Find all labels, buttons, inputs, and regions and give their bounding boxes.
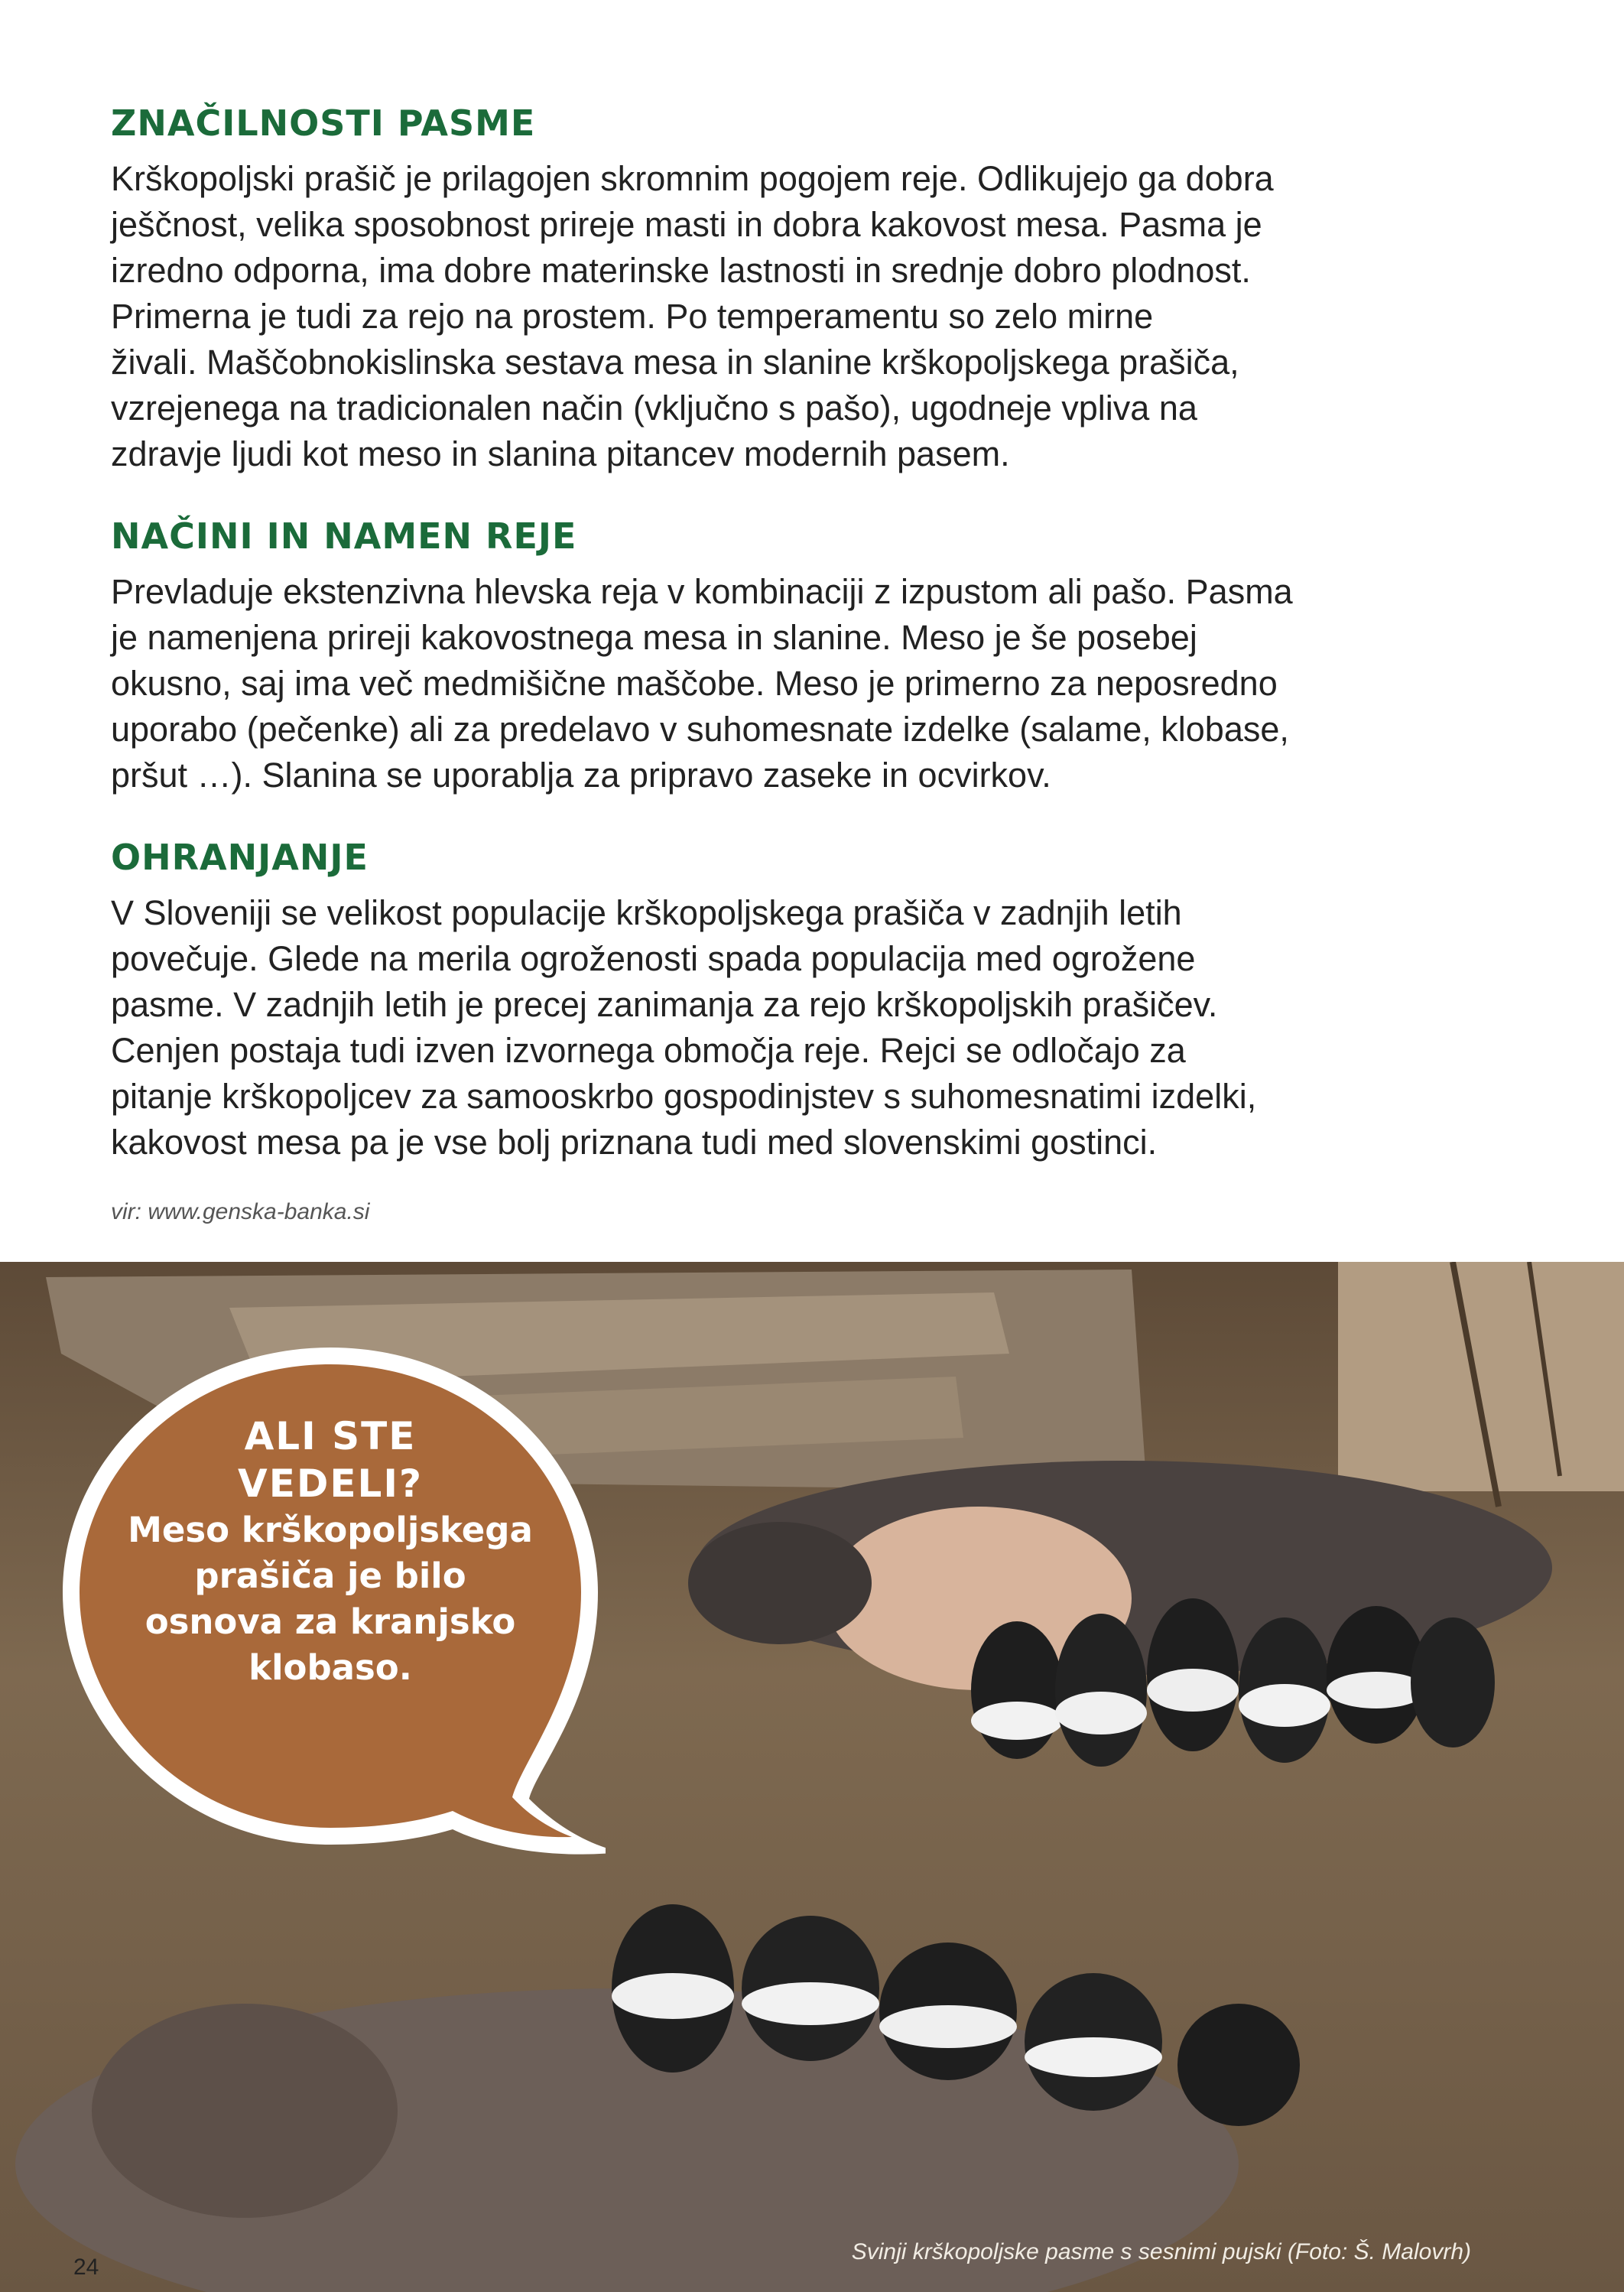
paragraph-line: V Sloveniji se velikost populacije krškopoljskega prašiča v zadnjih letih [111,893,1182,932]
section-heading: ZNAČILNOSTI PASME [111,102,536,144]
bubble-body-line: osnova za kranjsko [145,1601,516,1642]
did-you-know-bubble [55,1340,606,1864]
paragraph-line: ješčnost, velika sposobnost prireje masti in dobra kakovost mesa. Pasma je [111,205,1262,244]
paragraph-line: okusno, saj ima več medmišične maščobe. Meso je primerno za neposredno [111,664,1278,703]
paragraph-line: pasme. V zadnjih letih je precej zanimanja za rejo krškopoljskih prašičev. [111,985,1218,1024]
bubble-body-line: Meso krškopoljskega [128,1510,533,1550]
section-heading: OHRANJANJE [111,837,369,878]
photo-caption: Svinji krškopoljske pasme s sesnimi pujski (Foto: Š. Malovrh) [851,2239,1471,2264]
paragraph-line: izredno odporna, ima dobre materinske lastnosti in srednje dobro plodnost. [111,251,1251,290]
page-number: 24 [73,2255,99,2280]
paragraph-line: povečuje. Glede na merila ogroženosti spada populacija med ogrožene [111,939,1196,978]
paragraph-line: Prevladuje ekstenzivna hlevska reja v kombinaciji z izpustom ali pašo. Pasma [111,572,1293,611]
paragraph-line: pršut …). Slanina se uporablja za pripravo zaseke in ocvirkov. [111,756,1051,795]
paragraph-line: Primerna je tudi za rejo na prostem. Po temperamentu so zelo mirne [111,297,1154,336]
paragraph-line: uporabo (pečenke) ali za predelavo v suhomesnate izdelke (salame, klobase, [111,710,1289,749]
paragraph-line: pitanje krškopoljcev za samooskrbo gospodinjstev s suhomesnatimi izdelki, [111,1077,1257,1116]
source-credit: vir: www.genska-banka.si [111,1199,370,1224]
paragraph-line: je namenjena prireji kakovostnega mesa in slanine. Meso je še posebej [111,618,1197,657]
bubble-text [80,1413,581,1691]
bubble-title-line: VEDELI? [238,1461,423,1506]
section-paragraph [111,569,1479,798]
section-conservation [111,834,1479,1166]
bubble-body-line: klobaso. [248,1647,412,1688]
section-paragraph [111,156,1479,477]
paragraph-line: zdravje ljudi kot meso in slanina pitancev modernih pasem. [111,434,1010,473]
paragraph-line: vzrejenega na tradicionalen način (vključno s pašo), ugodneje vpliva na [111,389,1197,428]
paragraph-line: Cenjen postaja tudi izven izvornega območja reje. Rejci se odločajo za [111,1031,1186,1070]
paragraph-line: Krškopoljski prašič je prilagojen skromnim pogojem reje. Odlikujejo ga dobra [111,159,1274,198]
paragraph-line: kakovost mesa pa je vse bolj priznana tudi med slovenskimi gostinci. [111,1123,1158,1162]
paragraph-line: živali. Maščobnokislinska sestava mesa in slanine krškopoljskega prašiča, [111,343,1239,382]
bubble-body-line: prašiča je bilo [194,1556,466,1596]
section-breeding-methods [111,512,1479,798]
section-paragraph [111,890,1479,1166]
section-characteristics [111,99,1479,477]
bubble-title-line: ALI STE [244,1414,417,1458]
article-body [111,99,1479,1201]
section-heading: NAČINI IN NAMEN REJE [111,515,577,557]
